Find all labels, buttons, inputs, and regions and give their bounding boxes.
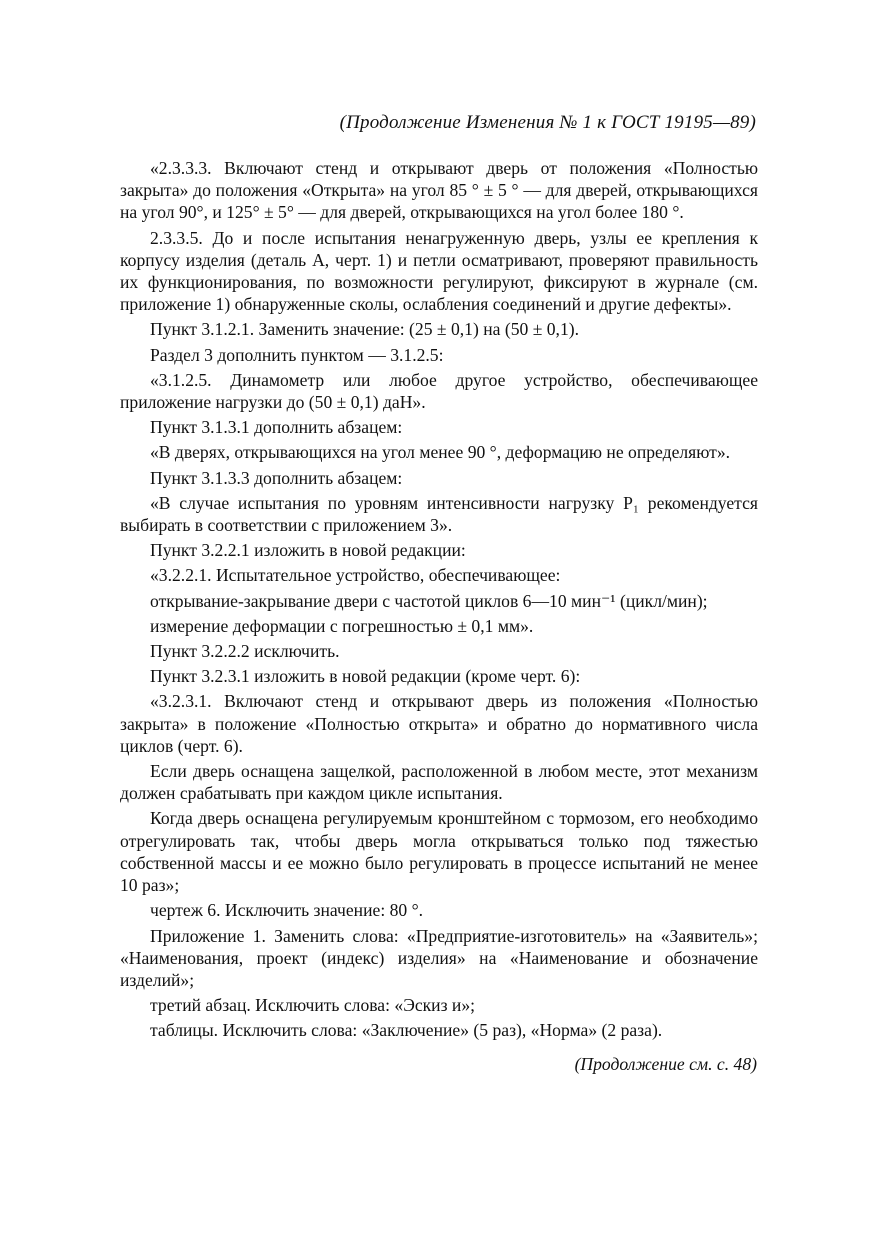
paragraph: Пункт 3.1.3.3 дополнить абзацем: xyxy=(150,467,403,488)
page-footer: (Продолжение см. с. 48) xyxy=(574,1054,757,1074)
paragraph: Если дверь оснащена защелкой, расположенной в любом месте, этот механизм должен срабатывать при каждом цикле испытания. xyxy=(120,761,758,804)
paragraph: Пункт 3.2.2.2 исключить. xyxy=(150,641,340,662)
paragraph: Пункт 3.2.3.1 изложить в новой редакции (кроме черт. 6): xyxy=(150,666,581,687)
paragraph: чертеж 6. Исключить значение: 80 °. xyxy=(150,900,424,921)
paragraph: Пункт 3.1.2.1. Заменить значение: (25 ± 0,1) на (50 ± 0,1). xyxy=(150,319,579,340)
paragraph: Пункт 3.2.2.1 изложить в новой редакции: xyxy=(150,540,466,561)
paragraph: измерение деформации с погрешностью ± 0,1 мм». xyxy=(150,615,534,636)
paragraph: «В случае испытания по уровням интенсивности нагрузку P₁ рекомендуется выбирать в соответствии с приложением 3». xyxy=(120,492,758,536)
paragraph: Когда дверь оснащена регулируемым кронштейном с тормозом, его необходимо отрегулировать так, чтобы дверь могла открываться только под тяжестью собственной массы и ее можно было регулировать в процессе испытаний не менее 10 раз»; xyxy=(120,808,758,896)
paragraph: третий абзац. Исключить слова: «Эскиз и»; xyxy=(150,995,476,1016)
paragraph: Пункт 3.1.3.1 дополнить абзацем: xyxy=(150,417,403,438)
page-header: (Продолжение Изменения № 1 к ГОСТ 19195—89) xyxy=(339,112,756,133)
paragraph: открывание-закрывание двери с частотой циклов 6—10 мин⁻¹ (цикл/мин); xyxy=(150,590,708,611)
paragraph: «3.2.2.1. Испытательное устройство, обеспечивающее: xyxy=(150,565,561,586)
paragraph: таблицы. Исключить слова: «Заключение» (5 раз), «Норма» (2 раза). xyxy=(150,1020,663,1041)
paragraph: 2.3.3.5. До и после испытания ненагруженную дверь, узлы ее крепления к корпусу изделия (деталь А, черт. 1) и петли осматривают, проверяют правильность их функционирования, по возможности регулируют, фиксируют в журнале (см. приложение 1) обнаруженные сколы, ослабления соединений и другие дефекты». xyxy=(120,227,758,315)
paragraph: Приложение 1. Заменить слова: «Предприятие-изготовитель» на «Заявитель»; «Наименования, проект (индекс) изделия» на «Наименование и обозначение изделий»; xyxy=(120,925,758,990)
paragraph: «2.3.3.3. Включают стенд и открывают дверь от положения «Полностью закрыта» до положения «Открыта» на угол 85 ° ± 5 ° — для дверей, открывающихся на угол 90°, и 125° ± 5° — для дверей, открывающихся на угол более 180 °. xyxy=(120,158,758,223)
paragraph: Раздел 3 дополнить пунктом — 3.1.2.5: xyxy=(150,344,444,365)
document-body xyxy=(120,157,758,1045)
paragraph: «3.1.2.5. Динамометр или любое другое устройство, обеспечивающее приложение нагрузки до (50 ± 0,1) даН». xyxy=(120,369,758,413)
paragraph: «3.2.3.1. Включают стенд и открывают дверь из положения «Полностью закрыта» в положение «Полностью открыта» и обратно до нормативного числа циклов (черт. 6). xyxy=(120,691,758,756)
paragraph: «В дверях, открывающихся на угол менее 90 °, деформацию не определяют». xyxy=(150,442,731,463)
